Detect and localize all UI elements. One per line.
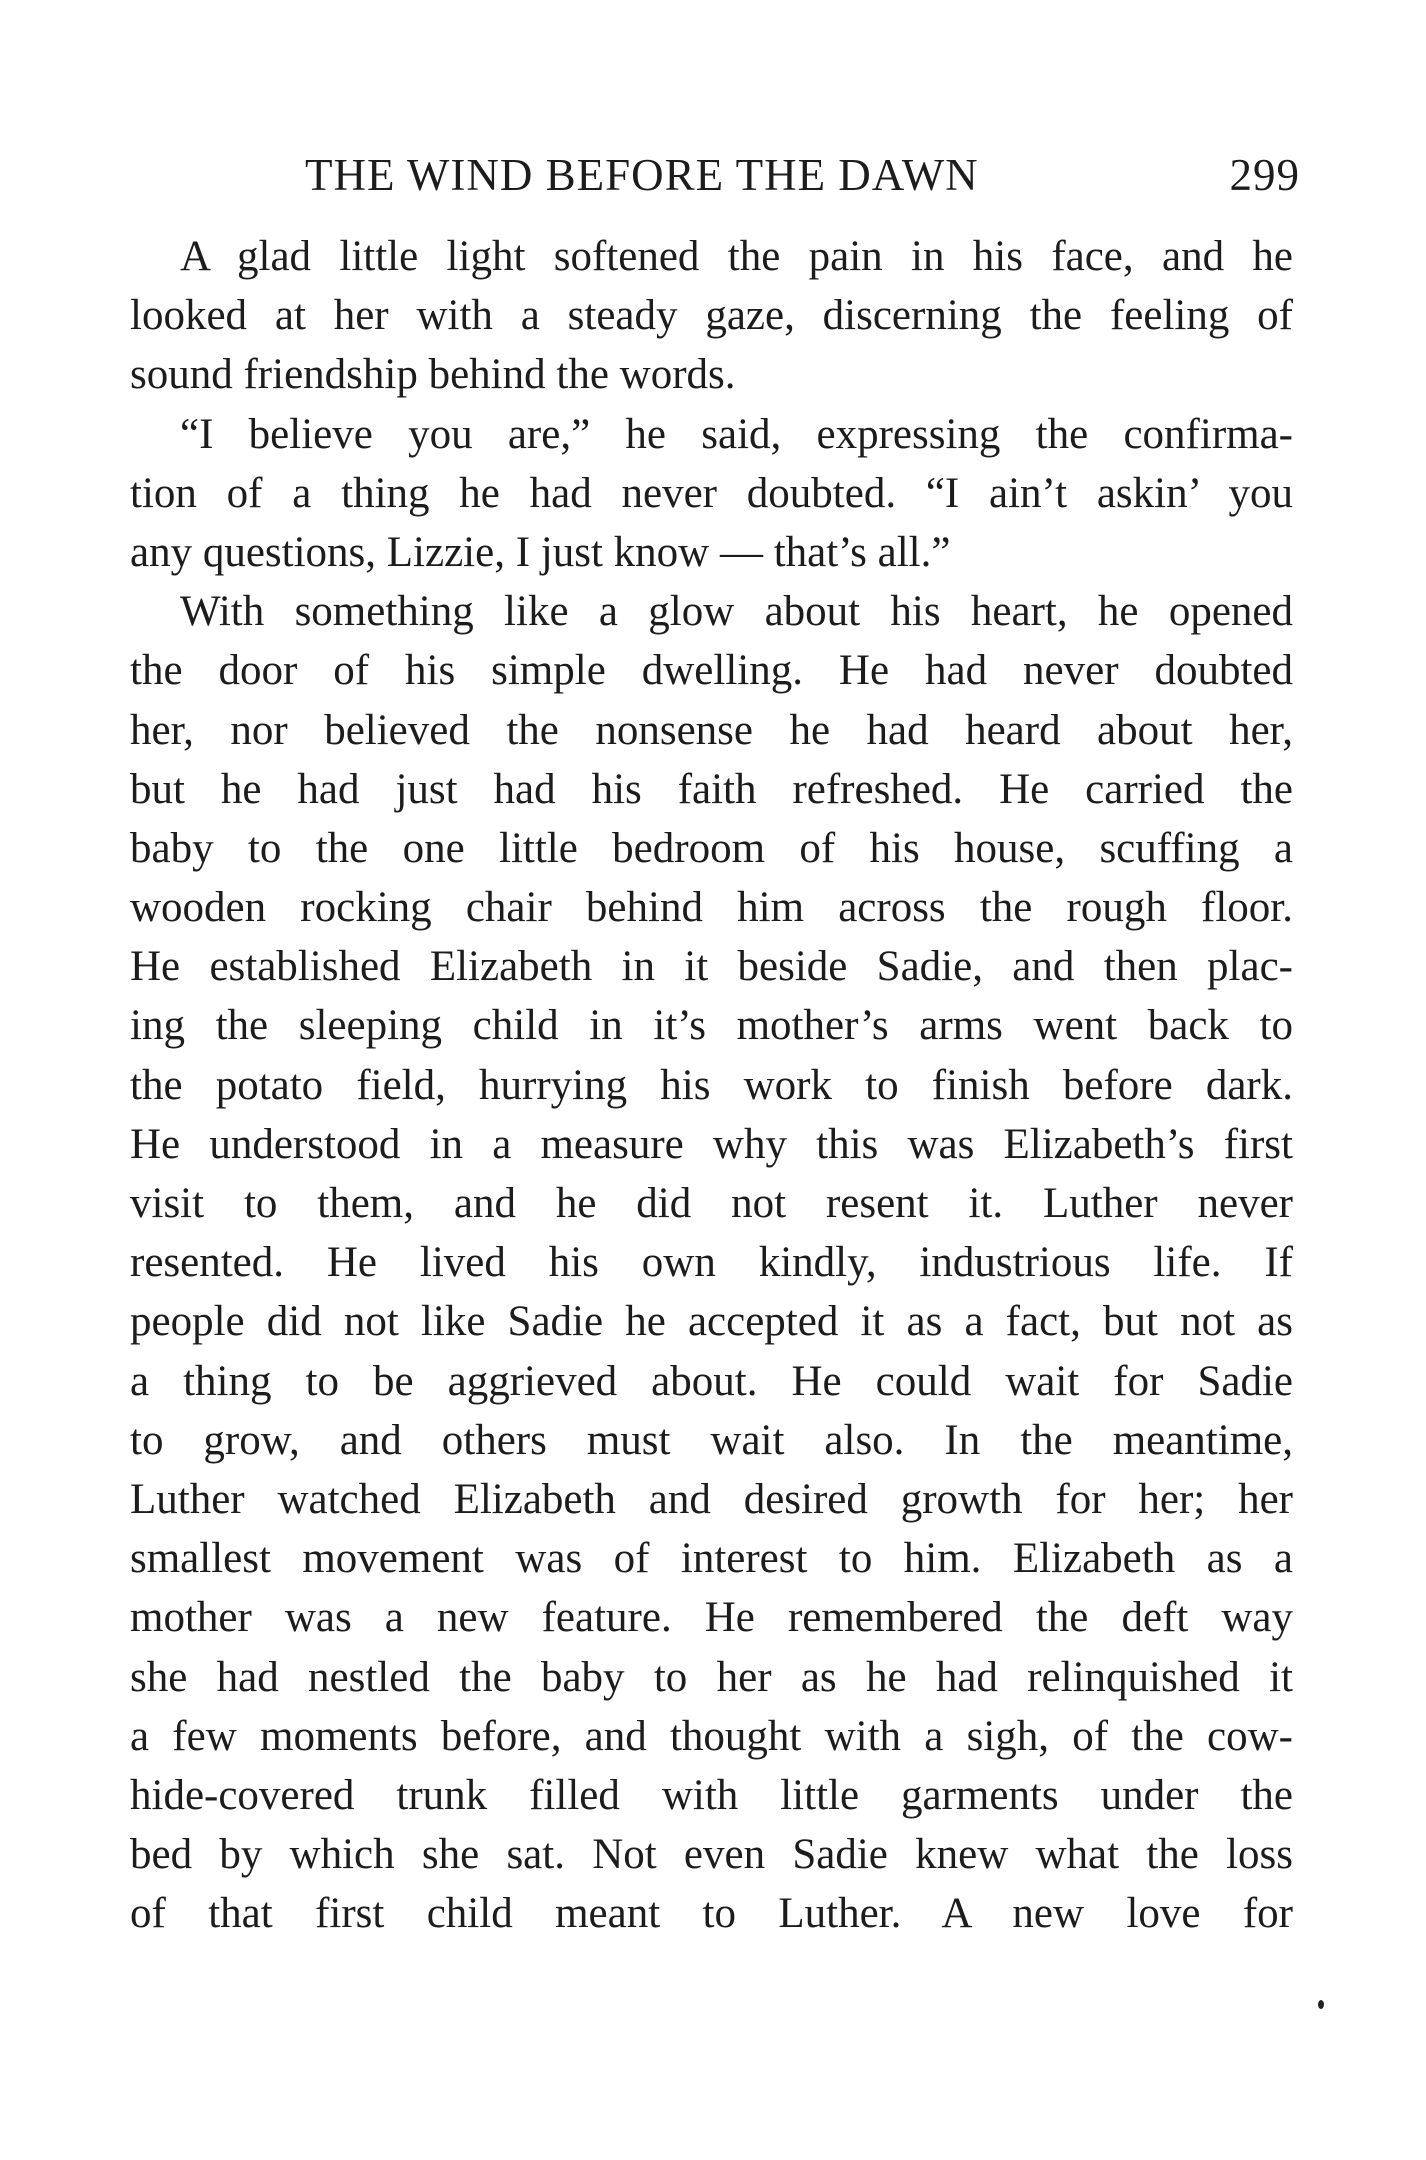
text-line: resented. He lived his own kindly, industrious life. If	[130, 1239, 1293, 1287]
text-line: sound friendship behind the words.	[130, 351, 736, 399]
text-line: but he had just had his faith refreshed. He carried the	[130, 765, 1293, 813]
text-line: she had nestled the baby to her as he had relinquished it	[130, 1653, 1293, 1701]
text-line: He established Elizabeth in it beside Sadie, and then plac-	[130, 943, 1293, 991]
text-line: a few moments before, and thought with a sigh, of the cow-	[130, 1712, 1293, 1760]
text-line: A glad little light softened the pain in his face, and he	[180, 233, 1293, 280]
text-line: looked at her with a steady gaze, discerning the feeling of	[130, 292, 1293, 340]
text-line: any questions, Lizzie, I just know — that’s all.”	[130, 528, 951, 576]
text-line: her, nor believed the nonsense he had heard about her,	[130, 706, 1293, 754]
ink-speck	[1318, 2000, 1324, 2009]
running-title: THE WIND BEFORE THE DAWN	[305, 150, 979, 200]
text-line: mother was a new feature. He remembered the deft way	[130, 1594, 1293, 1642]
text-line: Luther watched Elizabeth and desired growth for her; her	[130, 1475, 1293, 1523]
text-line: “I believe you are,” he said, expressing the confirma-	[180, 410, 1293, 458]
text-line: ing the sleeping child in it’s mother’s arms went back to	[130, 1002, 1293, 1050]
text-line: the door of his simple dwelling. He had never doubted	[130, 647, 1293, 695]
text-line: tion of a thing he had never doubted. “I ain’t askin’ you	[130, 469, 1293, 517]
text-line: baby to the one little bedroom of his house, scuffing a	[130, 824, 1293, 872]
text-line: smallest movement was of interest to him. Elizabeth as a	[130, 1535, 1293, 1583]
text-line: a thing to be aggrieved about. He could wait for Sadie	[130, 1357, 1293, 1405]
page-number: 299	[1229, 150, 1300, 200]
text-line: the potato field, hurrying his work to finish before dark.	[130, 1061, 1293, 1109]
text-line: wooden rocking chair behind him across the rough floor.	[130, 884, 1293, 932]
text-line: bed by which she sat. Not even Sadie knew what the loss	[130, 1831, 1293, 1879]
text-line: With something like a glow about his heart, he opened	[180, 588, 1293, 636]
text-line: He understood in a measure why this was Elizabeth’s first	[130, 1120, 1293, 1168]
text-line: visit to them, and he did not resent it. Luther never	[130, 1180, 1293, 1227]
text-line: of that first child meant to Luther. A new love for	[130, 1890, 1293, 1938]
text-line: hide-covered trunk filled with little garments under the	[130, 1771, 1293, 1819]
body-text	[130, 227, 1293, 1943]
text-line: people did not like Sadie he accepted it as a fact, but not as	[130, 1298, 1293, 1346]
text-line: to grow, and others must wait also. In the meantime,	[130, 1416, 1293, 1464]
running-head	[305, 145, 1300, 205]
